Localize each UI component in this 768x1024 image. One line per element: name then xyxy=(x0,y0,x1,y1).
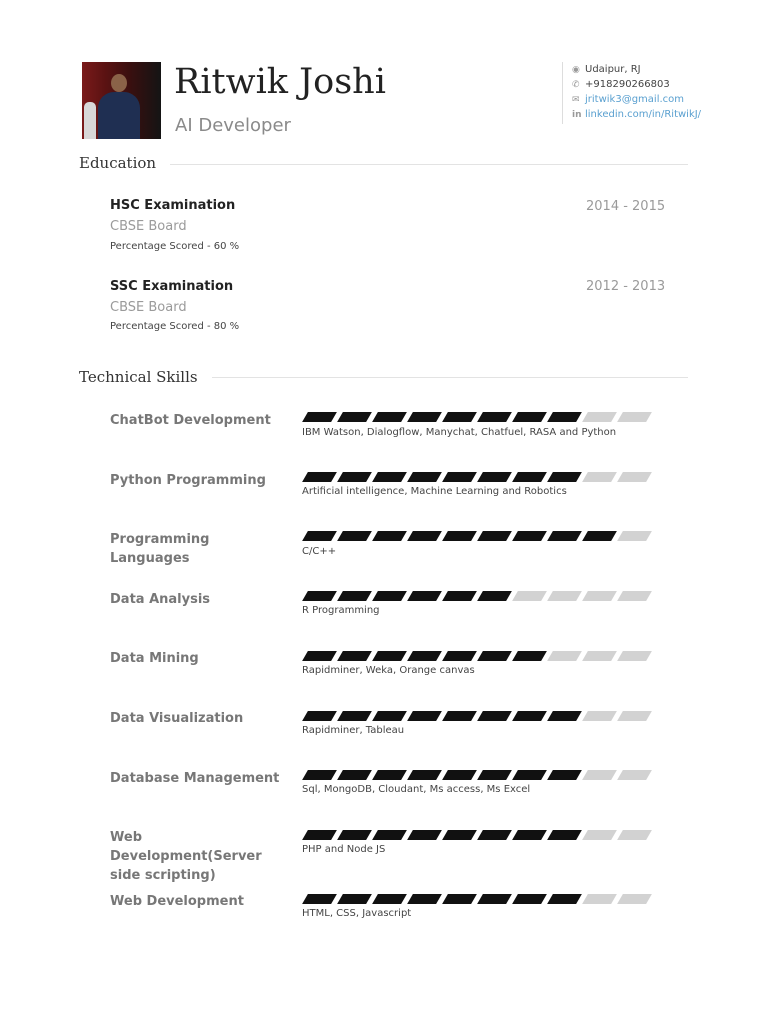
skill-level-bar xyxy=(301,591,653,601)
skill-segment-filled xyxy=(302,531,337,541)
skill-segment-filled xyxy=(372,770,407,780)
contact-email[interactable] xyxy=(572,93,684,107)
skill-segment-empty xyxy=(582,472,617,482)
skill-description: Rapidminer, Tableau xyxy=(302,725,405,736)
skill-name: Python Programming xyxy=(110,473,266,488)
skill-segment-filled xyxy=(477,711,512,721)
skill-segment-filled xyxy=(337,830,372,840)
skills-rule xyxy=(212,377,688,378)
skill-segment-empty xyxy=(617,711,652,721)
skill-segment-filled xyxy=(372,651,407,661)
skill-level-bar xyxy=(301,531,653,541)
skill-segment-empty xyxy=(617,651,652,661)
skill-segment-filled xyxy=(442,830,477,840)
skill-segment-filled xyxy=(337,531,372,541)
candidate-role: AI Developer xyxy=(175,115,291,136)
skill-description: IBM Watson, Dialogflow, Manychat, Chatfuel, RASA and Python xyxy=(302,427,617,438)
skill-segment-empty xyxy=(617,531,652,541)
skill-segment-filled xyxy=(337,770,372,780)
skill-segment-empty xyxy=(582,830,617,840)
skill-segment-filled xyxy=(407,531,442,541)
skill-segment-filled xyxy=(302,591,337,601)
skill-segment-filled xyxy=(372,472,407,482)
skill-segment-filled xyxy=(512,711,547,721)
skill-description: Sql, MongoDB, Cloudant, Ms access, Ms Excel xyxy=(302,784,531,795)
skill-segment-empty xyxy=(617,830,652,840)
skill-segment-empty xyxy=(582,591,617,601)
skill-name: Data Mining xyxy=(110,651,199,666)
skill-segment-filled xyxy=(372,591,407,601)
skill-segment-filled xyxy=(407,830,442,840)
skill-segment-filled xyxy=(302,894,337,904)
skill-segment-filled xyxy=(407,412,442,422)
skill-segment-filled xyxy=(337,711,372,721)
skill-name: Web Development(Server side scripting) xyxy=(110,830,262,883)
skill-segment-filled xyxy=(547,711,582,721)
skill-segment-filled xyxy=(512,770,547,780)
skill-segment-filled xyxy=(302,711,337,721)
skill-segment-filled xyxy=(582,531,617,541)
photo-side-figure xyxy=(84,102,96,139)
skill-segment-empty xyxy=(582,412,617,422)
skill-segment-filled xyxy=(512,894,547,904)
skill-level-bar xyxy=(301,711,653,721)
skill-segment-filled xyxy=(407,894,442,904)
skills-heading: Technical Skills xyxy=(79,368,198,386)
skill-level-bar xyxy=(301,412,653,422)
skill-segment-filled xyxy=(372,711,407,721)
skill-segment-filled xyxy=(337,894,372,904)
skill-segment-filled xyxy=(372,830,407,840)
skill-segment-filled xyxy=(477,531,512,541)
skill-segment-filled xyxy=(302,830,337,840)
profile-photo xyxy=(82,62,161,139)
skill-segment-filled xyxy=(442,591,477,601)
skill-description: R Programming xyxy=(302,605,380,616)
skill-name: Programming Languages xyxy=(110,532,210,566)
skill-level-bar xyxy=(301,830,653,840)
skill-level-bar xyxy=(301,770,653,780)
phone-text: +918290266803 xyxy=(585,79,670,90)
skill-segment-empty xyxy=(582,711,617,721)
email-link[interactable]: jritwik3@gmail.com xyxy=(585,94,685,105)
location-pin-icon: ◉ xyxy=(572,65,580,75)
linkedin-icon: in xyxy=(572,110,582,120)
skill-description: PHP and Node JS xyxy=(302,844,386,855)
skill-segment-empty xyxy=(512,591,547,601)
skill-segment-filled xyxy=(302,472,337,482)
skill-segment-filled xyxy=(442,531,477,541)
skill-segment-filled xyxy=(407,711,442,721)
skill-segment-filled xyxy=(407,770,442,780)
skill-segment-filled xyxy=(477,770,512,780)
education-item-years: 2012 - 2013 xyxy=(586,279,666,294)
skill-segment-filled xyxy=(372,531,407,541)
skill-segment-filled xyxy=(477,591,512,601)
education-item-score: Percentage Scored - 60 % xyxy=(110,241,240,252)
skill-segment-empty xyxy=(617,472,652,482)
skill-segment-empty xyxy=(617,770,652,780)
skill-segment-filled xyxy=(337,591,372,601)
skill-segment-filled xyxy=(302,770,337,780)
skill-segment-filled xyxy=(337,651,372,661)
education-item-score: Percentage Scored - 80 % xyxy=(110,321,240,332)
education-item-board: CBSE Board xyxy=(110,219,187,234)
skill-segment-empty xyxy=(617,894,652,904)
skill-segment-empty xyxy=(582,651,617,661)
skill-segment-filled xyxy=(477,830,512,840)
contact-location xyxy=(572,63,641,77)
skill-segment-empty xyxy=(547,591,582,601)
education-item-board: CBSE Board xyxy=(110,300,187,315)
skill-description: Rapidminer, Weka, Orange canvas xyxy=(302,665,475,676)
skill-segment-filled xyxy=(337,472,372,482)
skill-level-bar xyxy=(301,472,653,482)
phone-icon: ✆ xyxy=(572,80,580,90)
contact-phone[interactable] xyxy=(572,78,670,92)
skill-segment-empty xyxy=(617,591,652,601)
photo-person-head xyxy=(111,74,127,92)
skill-segment-filled xyxy=(547,412,582,422)
skill-segment-filled xyxy=(442,472,477,482)
skill-segment-filled xyxy=(442,894,477,904)
contact-divider xyxy=(562,62,563,124)
education-item-years: 2014 - 2015 xyxy=(586,199,666,214)
skill-segment-filled xyxy=(547,830,582,840)
skill-segment-filled xyxy=(512,651,547,661)
skill-segment-filled xyxy=(442,770,477,780)
skill-description: C/C++ xyxy=(302,546,337,557)
skill-segment-filled xyxy=(512,830,547,840)
skill-segment-filled xyxy=(547,472,582,482)
education-heading: Education xyxy=(79,154,157,172)
skill-segment-filled xyxy=(442,651,477,661)
skill-name: Database Management xyxy=(110,771,280,786)
skill-segment-filled xyxy=(442,711,477,721)
skill-segment-filled xyxy=(477,412,512,422)
skill-segment-filled xyxy=(372,894,407,904)
skill-name: Web Development xyxy=(110,894,244,909)
location-text: Udaipur, RJ xyxy=(585,64,641,75)
skill-segment-filled xyxy=(302,412,337,422)
skill-segment-filled xyxy=(547,894,582,904)
candidate-name: Ritwik Joshi xyxy=(174,62,386,102)
skill-segment-filled xyxy=(442,412,477,422)
skill-segment-filled xyxy=(407,472,442,482)
skill-segment-empty xyxy=(582,894,617,904)
skill-name: ChatBot Development xyxy=(110,413,271,428)
linkedin-link[interactable]: linkedin.com/in/RitwikJ/ xyxy=(585,109,702,120)
skill-level-bar xyxy=(301,651,653,661)
skill-segment-empty xyxy=(547,651,582,661)
education-item-title: SSC Examination xyxy=(110,279,234,294)
contact-linkedin[interactable] xyxy=(572,108,701,122)
skill-segment-filled xyxy=(512,531,547,541)
photo-person-body xyxy=(98,92,140,139)
skill-description: HTML, CSS, Javascript xyxy=(302,908,412,919)
skill-description: Artificial intelligence, Machine Learning and Robotics xyxy=(302,486,567,497)
skill-name: Data Analysis xyxy=(110,592,211,607)
skill-segment-filled xyxy=(407,651,442,661)
skill-segment-filled xyxy=(547,770,582,780)
skill-segment-empty xyxy=(582,770,617,780)
skill-segment-filled xyxy=(407,591,442,601)
skill-segment-filled xyxy=(512,412,547,422)
skill-segment-filled xyxy=(477,894,512,904)
skill-name: Data Visualization xyxy=(110,711,244,726)
skill-segment-filled xyxy=(302,651,337,661)
skill-segment-filled xyxy=(372,412,407,422)
skill-segment-filled xyxy=(477,472,512,482)
skill-level-bar xyxy=(301,894,653,904)
skill-segment-filled xyxy=(547,531,582,541)
education-rule xyxy=(170,164,688,165)
skill-segment-filled xyxy=(337,412,372,422)
email-icon: ✉ xyxy=(572,95,580,105)
skill-segment-filled xyxy=(477,651,512,661)
education-item-title: HSC Examination xyxy=(110,198,236,213)
skill-segment-empty xyxy=(617,412,652,422)
skill-segment-filled xyxy=(512,472,547,482)
